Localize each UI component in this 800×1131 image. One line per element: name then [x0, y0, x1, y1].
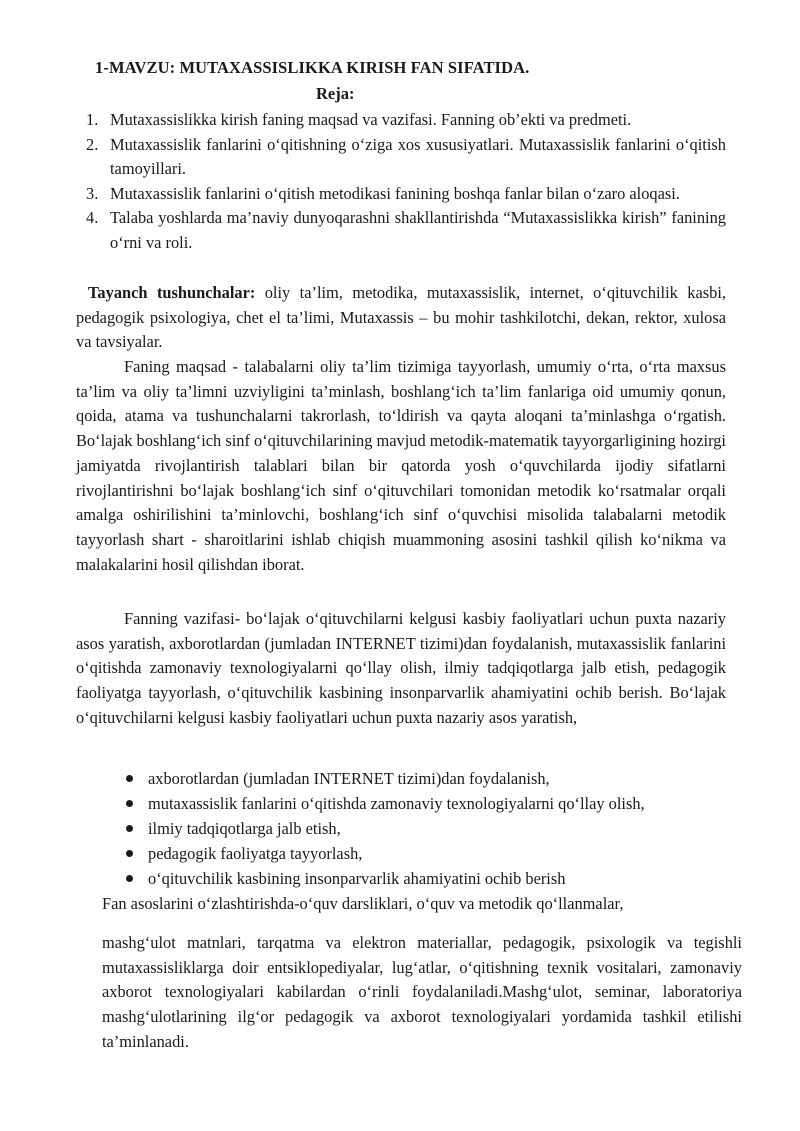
sources-intro-paragraph: Fan asoslarini o‘zlashtirishda-o‘quv darsliklari, o‘quv va metodik qo‘llanmalar,: [102, 894, 624, 913]
plan-item: [86, 108, 726, 133]
key-terms-label: Tayanch tushunchalar:: [88, 283, 256, 302]
bullet-item: ilmiy tadqiqotlarga jalb etish,: [126, 816, 746, 841]
plan-item-number: 2.: [86, 134, 99, 154]
bullet-item: axborotlardan (jumladan INTERNET tizimi)dan foydalanish,: [126, 766, 746, 791]
plan-heading: Reja:: [316, 84, 355, 103]
bullet-icon: [126, 825, 133, 832]
sources-paragraph: mashg‘ulot matnlari, tarqatma va elektron materiallar, pedagogik, psixologik va tegishli mutaxassisliklarga doir entsiklopediyalar, lug‘atlar, o‘qitishning texnik vositalari, zamonaviy axborot texnologiyalari kabilardan o‘rinli foydalaniladi.Mashg‘ulot, seminar, laboratoriya mashg‘ulotlarining ilg‘or pedagogik va axborot texnologiyalari yordamida tashkil etilishi ta’minlanadi.: [102, 933, 742, 1051]
tasks-paragraph: Fanning vazifasi- bo‘lajak o‘qituvchilarni kelgusi kasbiy faoliyatlari uchun puxta nazariy asos yaratish, axborotlardan (jumladan INTERNET tizimi)dan foydalanish, mutaxassislik fanlarini o‘qitishda zamonaviy texnologiyalarni qo‘llay olish, ilmiy tadqiqotlarga jalb etish, pedagogik faoliyatga tayyorlash, o‘qituvchilik kasbining insonparvarlik ahamiyatini ochib berish. Bo‘lajak o‘qituvchilarni kelgusi kasbiy faoliyatlari uchun puxta nazariy asos yaratish,: [76, 609, 726, 727]
bullet-icon: [126, 775, 133, 782]
plan-item-number: 3.: [86, 183, 99, 203]
bullet-icon: [126, 850, 133, 857]
plan-item-text: Mutaxassislik fanlarini o‘qitish metodikasi fanining boshqa fanlar bilan o‘zaro aloqasi.: [110, 183, 680, 203]
key-terms-paragraph: [76, 281, 726, 355]
plan-item-text: Talaba yoshlarda ma’naviy dunyoqarashni shakllantirishda “Mutaxassislikka kirish” fanining o‘rni va roli.: [110, 208, 726, 252]
bullet-item: pedagogik faoliyatga tayyorlash,: [126, 841, 746, 866]
plan-item-number: 1.: [86, 110, 99, 129]
tasks-bullet-list: [126, 766, 746, 891]
plan-item-number: 4.: [86, 208, 99, 227]
goal-paragraph: Faning maqsad - talabalarni oliy ta’lim tizimiga tayyorlash, umumiy o‘rta, o‘rta maxsus ta’lim va oliy ta’limni uzviyligini ta’minlash, boshlang‘ich ta’lim fanlariga oid umumiy qonun, qoida, atama va tushunchalarni takrorlash, to‘ldirish va qayta aloqani ta’minlashga o‘rgatish. Bo‘lajak boshlang‘ich sinf o‘qituvchilarining mavjud metodik-matematik tayyorgarligining hozirgi jamiyatda rivojlantirish talablari bilan bir qatorda yosh o‘quvchilarda ijodiy sifatlarni rivojlantirishni bo‘lajak boshlang‘ich sinf o‘qituvchilari tomonidan metodik ko‘rsatmalar orqali amalga oshirilishini ta’minlovchi, boshlang‘ich sinf o‘quvchisi misolida talabalarni metodik tayyorlash shart - sharoitlarini ishlab chiqish muammoning asosini tashkil qilish ko‘nikma va malakalarini hosil qilishdan iborat.: [76, 357, 726, 574]
bullet-item: mutaxassislik fanlarini o‘qitishda zamonaviy texnologiyalarni qo‘llay olish,: [126, 791, 746, 816]
plan-item: [86, 206, 726, 255]
plan-item: [86, 133, 726, 182]
key-terms-text: oliy ta’lim, metodika, mutaxassislik, internet, o‘qituvchilik kasbi, pedagogik psixologiya, chet el ta’limi, Mutaxassis – bu mohir tashkilotchi, dekan, rektor, xulosa va tavsiyalar.: [76, 283, 726, 352]
bullet-icon: [126, 800, 133, 807]
plan-item: [86, 182, 726, 207]
plan-list: [86, 108, 726, 255]
bullet-item: o‘qituvchilik kasbining insonparvarlik ahamiyatini ochib berish: [126, 866, 746, 891]
plan-item-text: Mutaxassislikka kirish faning maqsad va vazifasi. Fanning ob’ekti va predmeti.: [110, 110, 632, 129]
document-title: 1-MAVZU: MUTAXASSISLIKKA KIRISH FAN SIFATIDA.: [95, 58, 530, 77]
bullet-icon: [126, 875, 133, 882]
plan-item-text: Mutaxassislik fanlarini o‘qitishning o‘ziga xos xususiyatlari. Mutaxassislik fanlarini o‘qitish tamoyillari.: [110, 134, 726, 178]
